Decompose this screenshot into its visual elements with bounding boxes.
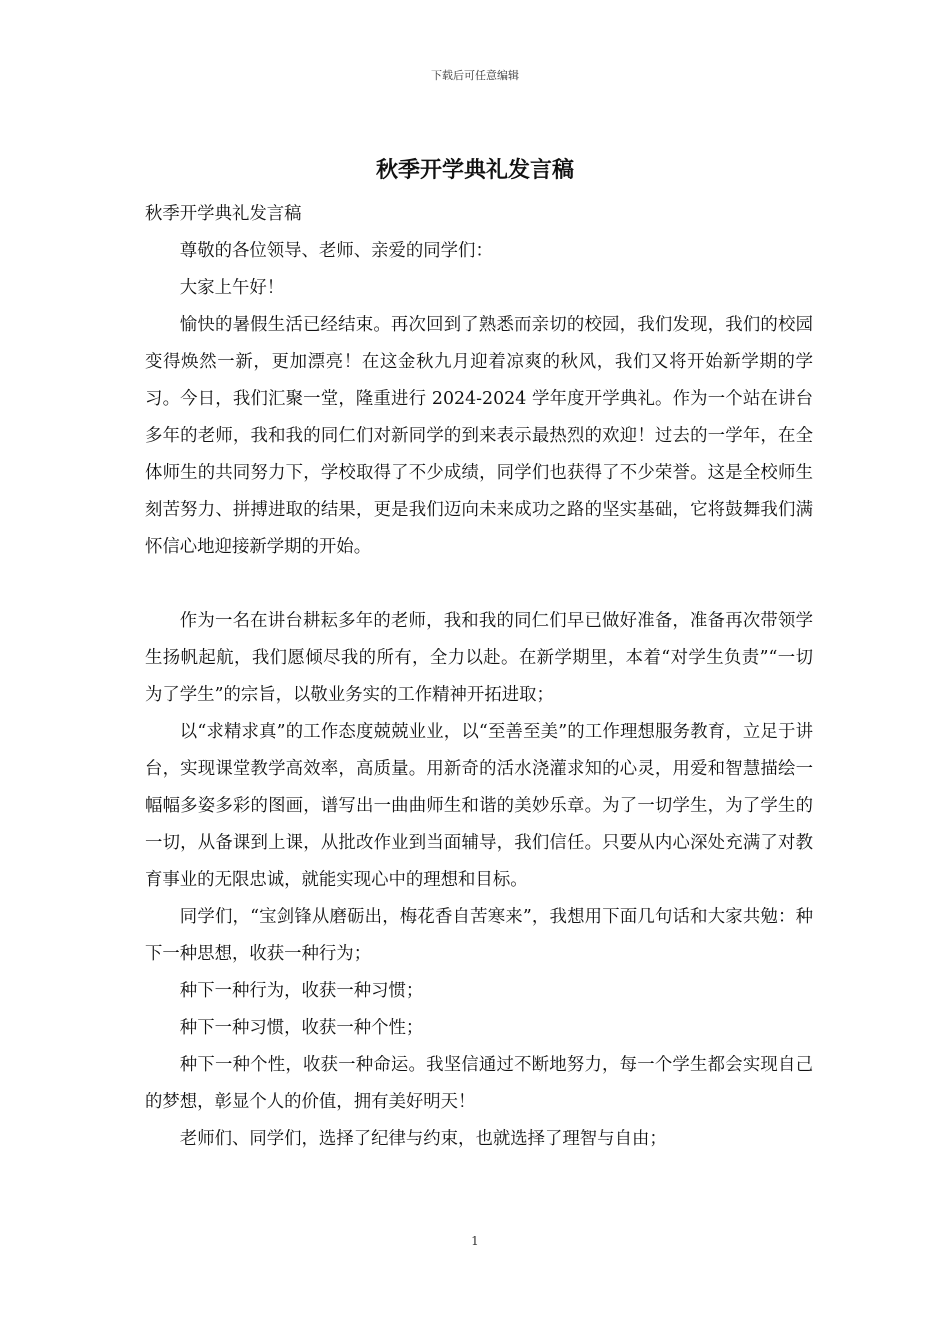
document-title: 秋季开学典礼发言稿 <box>375 157 574 183</box>
document-body <box>145 196 813 1158</box>
paragraph-encouragement: 同学们，“宝剑锋从磨砺出，梅花香自苦寒来”，我想用下面几句话和大家共勉：种下一种思想，收获一种行为； <box>145 907 813 964</box>
greeting: 大家上午好！ <box>179 278 285 298</box>
body-subtitle: 秋季开学典礼发言稿 <box>145 204 302 224</box>
salutation: 尊敬的各位领导、老师、亲爱的同学们： <box>179 241 493 261</box>
paragraph-summer-ended: 愉快的暑假生活已经结束。再次回到了熟悉而亲切的校园，我们发现，我们的校园变得焕然一新，更加漂亮！在这金秋九月迎着凉爽的秋风，我们又将开始新学期的学习。今日，我们汇聚一堂，隆重进行 2024-2024 学年度开学典礼。作为一个站在讲台多年的老师，我和我的同仁们对新同学的到来表示最热烈的欢迎！过去的一学年，在全体师生的共同努力下，学校取得了不少成绩，同学们也获得了不少荣誉。这是全校师生刻苦努力、拼搏进取的结果，更是我们迈向未来成功之路的坚实基础，它将鼓舞我们满怀信心地迎接新学期的开始。 <box>145 315 813 557</box>
paragraph-teachers-ready: 作为一名在讲台耕耘多年的老师，我和我的同仁们早已做好准备，准备再次带领学生扬帆起航，我们愿倾尽我的所有，全力以赴。在新学期里，本着“对学生负责”“一切为了学生”的宗旨，以敬业务实的工作精神开拓进取； <box>145 611 813 705</box>
paragraph-character: 种下一种习惯，收获一种个性； <box>179 1018 424 1038</box>
paragraph-discipline: 老师们、同学们，选择了纪律与约束，也就选择了理智与自由； <box>179 1129 667 1149</box>
paragraph-work-attitude: 以“求精求真”的工作态度兢兢业业，以“至善至美”的工作理想服务教育，立足于讲台，实现课堂教学高效率，高质量。用新奇的活水浇灌求知的心灵，用爱和智慧描绘一幅幅多姿多彩的图画，谱写出一曲曲师生和谐的美妙乐章。为了一切学生，为了学生的一切，从备课到上课，从批改作业到当面辅导，我们信任。只要从内心深处充满了对教育事业的无限忠诚，就能实现心中的理想和目标。 <box>145 722 813 890</box>
paragraph-destiny: 种下一种个性，收获一种命运。我坚信通过不断地努力，每一个学生都会实现自己的梦想，彰显个人的价值，拥有美好明天！ <box>145 1055 813 1112</box>
paragraph-spacer <box>145 566 813 603</box>
page-header-note: 下载后可任意编辑 <box>431 69 519 82</box>
page-number: 1 <box>471 1234 479 1248</box>
paragraph-habit: 种下一种行为，收获一种习惯； <box>179 981 424 1001</box>
